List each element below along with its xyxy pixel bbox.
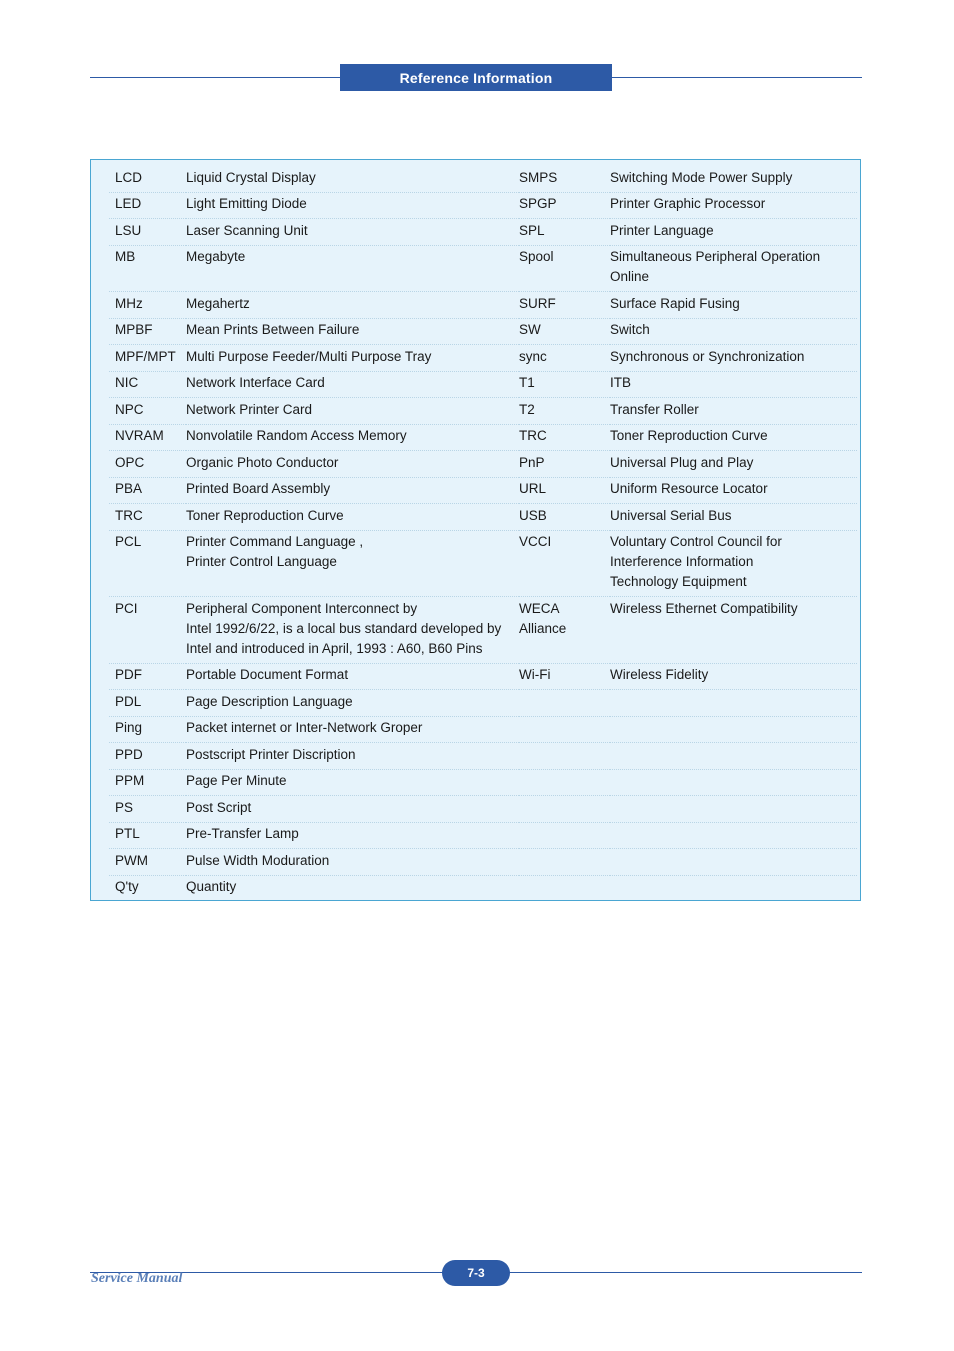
definition-left: Packet internet or Inter-Network Groper xyxy=(186,716,519,743)
abbreviation-right: TRC xyxy=(519,424,610,451)
definition-right xyxy=(610,849,857,876)
glossary-panel xyxy=(90,159,861,901)
abbreviation-left: LED xyxy=(109,192,186,219)
abbreviation-left: LSU xyxy=(109,219,186,246)
definition-left: Page Per Minute xyxy=(186,769,519,796)
abbreviation-right: USB xyxy=(519,504,610,531)
definition-right: Transfer Roller xyxy=(610,398,857,425)
definition-right xyxy=(610,822,857,849)
definition-right: Toner Reproduction Curve xyxy=(610,424,857,451)
definition-left: Page Description Language xyxy=(186,690,519,717)
abbreviation-right: Spool xyxy=(519,245,610,292)
definition-left: Network Printer Card xyxy=(186,398,519,425)
abbreviation-left: NPC xyxy=(109,398,186,425)
abbreviation-right xyxy=(519,690,610,717)
definition-right: Surface Rapid Fusing xyxy=(610,292,857,319)
abbreviation-left: PTL xyxy=(109,822,186,849)
abbreviation-right xyxy=(519,716,610,743)
abbreviation-left: PPD xyxy=(109,743,186,770)
glossary-table xyxy=(109,166,857,901)
abbreviation-left: PWM xyxy=(109,849,186,876)
page-number-badge: 7-3 xyxy=(442,1260,510,1286)
abbreviation-left: Ping xyxy=(109,716,186,743)
definition-right: Switch xyxy=(610,318,857,345)
glossary-row xyxy=(109,663,857,690)
abbreviation-left: Q'ty xyxy=(115,879,139,894)
definition-left: Postscript Printer Discription xyxy=(186,743,519,770)
abbreviation-right: T1 xyxy=(519,371,610,398)
definition-right xyxy=(610,690,857,717)
abbreviation-right: SPGP xyxy=(519,192,610,219)
abbreviation-right: URL xyxy=(519,477,610,504)
abbreviation-right: SMPS xyxy=(519,166,610,192)
definition-left: Portable Document Format xyxy=(186,663,519,690)
abbreviation-right: Wi-Fi xyxy=(519,663,610,690)
definition-right: Simultaneous Peripheral Operation Online xyxy=(610,245,857,292)
abbreviation-left: OPC xyxy=(109,451,186,478)
definition-left: Printed Board Assembly xyxy=(186,477,519,504)
abbreviation-right: SPL xyxy=(519,219,610,246)
section-title: Reference Information xyxy=(340,64,612,91)
glossary-row xyxy=(109,796,857,823)
definition-right: Printer Language xyxy=(610,219,857,246)
glossary-row xyxy=(109,292,857,319)
definition-left: Post Script xyxy=(186,796,519,823)
abbreviation-left: MPBF xyxy=(109,318,186,345)
definition-left: Peripheral Component Interconnect by Intel 1992/6/22, is a local bus standard developed by Intel and introduced in April, 1993 : A60, B60 Pins xyxy=(186,597,519,664)
glossary-row xyxy=(109,318,857,345)
abbreviation-right xyxy=(519,769,610,796)
definition-left: Network Interface Card xyxy=(186,371,519,398)
abbreviation-right xyxy=(519,849,610,876)
definition-left: Liquid Crystal Display xyxy=(186,166,519,192)
definition-right: Synchronous or Synchronization xyxy=(610,345,857,372)
abbreviation-right xyxy=(519,875,610,901)
glossary-row xyxy=(109,345,857,372)
definition-left: Pulse Width Moduration xyxy=(186,849,519,876)
definition-left: Mean Prints Between Failure xyxy=(186,318,519,345)
footer-manual-title: Service Manual xyxy=(91,1271,183,1286)
glossary-row xyxy=(109,690,857,717)
abbreviation-left: TRC xyxy=(109,504,186,531)
abbreviation-left: PPM xyxy=(109,769,186,796)
definition-left: Megabyte xyxy=(186,245,519,292)
abbreviation-right: VCCI xyxy=(519,530,610,597)
abbreviation-left: PDL xyxy=(109,690,186,717)
definition-left: Megahertz xyxy=(186,292,519,319)
abbreviation-right: SW xyxy=(519,318,610,345)
abbreviation-left: MHz xyxy=(109,292,186,319)
definition-left: Printer Command Language , Printer Control Language xyxy=(186,530,519,597)
glossary-row xyxy=(109,192,857,219)
definition-left: Multi Purpose Feeder/Multi Purpose Tray xyxy=(186,345,519,372)
abbreviation-right xyxy=(519,822,610,849)
definition-left: Light Emitting Diode xyxy=(186,192,519,219)
definition-right xyxy=(610,716,857,743)
glossary-row xyxy=(109,743,857,770)
abbreviation-right: PnP xyxy=(519,451,610,478)
glossary-row xyxy=(109,477,857,504)
abbreviation-right: T2 xyxy=(519,398,610,425)
glossary-row xyxy=(109,530,857,597)
definition-left: Laser Scanning Unit xyxy=(186,219,519,246)
abbreviation-left: LCD xyxy=(109,166,186,192)
definition-right: Voluntary Control Council for Interference Information Technology Equipment xyxy=(610,530,857,597)
definition-right: ITB xyxy=(610,371,857,398)
definition-left: Toner Reproduction Curve xyxy=(186,504,519,531)
definition-right: Universal Plug and Play xyxy=(610,451,857,478)
definition-right: Switching Mode Power Supply xyxy=(610,166,857,192)
glossary-row xyxy=(109,166,857,192)
glossary-row xyxy=(109,504,857,531)
definition-right xyxy=(610,796,857,823)
abbreviation-left: PCI xyxy=(109,597,186,664)
abbreviation-left: PCL xyxy=(109,530,186,597)
abbreviation-left: NVRAM xyxy=(109,424,186,451)
definition-right: Uniform Resource Locator xyxy=(610,477,857,504)
glossary-row xyxy=(109,398,857,425)
definition-left: Pre-Transfer Lamp xyxy=(186,822,519,849)
abbreviation-right: SURF xyxy=(519,292,610,319)
definition-right xyxy=(610,769,857,796)
abbreviation-left: NIC xyxy=(109,371,186,398)
glossary-row xyxy=(109,822,857,849)
abbreviation-right xyxy=(519,796,610,823)
glossary-row xyxy=(109,849,857,876)
glossary-row xyxy=(109,875,857,901)
glossary-body xyxy=(109,166,857,901)
glossary-row xyxy=(109,424,857,451)
abbreviation-right xyxy=(519,743,610,770)
definition-left: Quantity xyxy=(186,879,237,894)
abbreviation-left: PBA xyxy=(109,477,186,504)
definition-left: Organic Photo Conductor xyxy=(186,451,519,478)
abbreviation-right: WECA Alliance xyxy=(519,597,610,664)
abbreviation-left: MB xyxy=(109,245,186,292)
glossary-row xyxy=(109,769,857,796)
glossary-row xyxy=(109,245,857,292)
glossary-row xyxy=(109,451,857,478)
definition-right: Wireless Ethernet Compatibility xyxy=(610,597,857,664)
glossary-row xyxy=(109,371,857,398)
definition-right: Universal Serial Bus xyxy=(610,504,857,531)
glossary-row xyxy=(109,597,857,664)
definition-right xyxy=(610,743,857,770)
definition-right: Printer Graphic Processor xyxy=(610,192,857,219)
glossary-row xyxy=(109,219,857,246)
abbreviation-left: MPF/MPT xyxy=(109,345,186,372)
definition-right xyxy=(610,875,857,901)
definition-right: Wireless Fidelity xyxy=(610,663,857,690)
abbreviation-right: sync xyxy=(519,345,610,372)
abbreviation-left: PS xyxy=(109,796,186,823)
glossary-row xyxy=(109,716,857,743)
abbreviation-left: PDF xyxy=(109,663,186,690)
definition-left: Nonvolatile Random Access Memory xyxy=(186,424,519,451)
